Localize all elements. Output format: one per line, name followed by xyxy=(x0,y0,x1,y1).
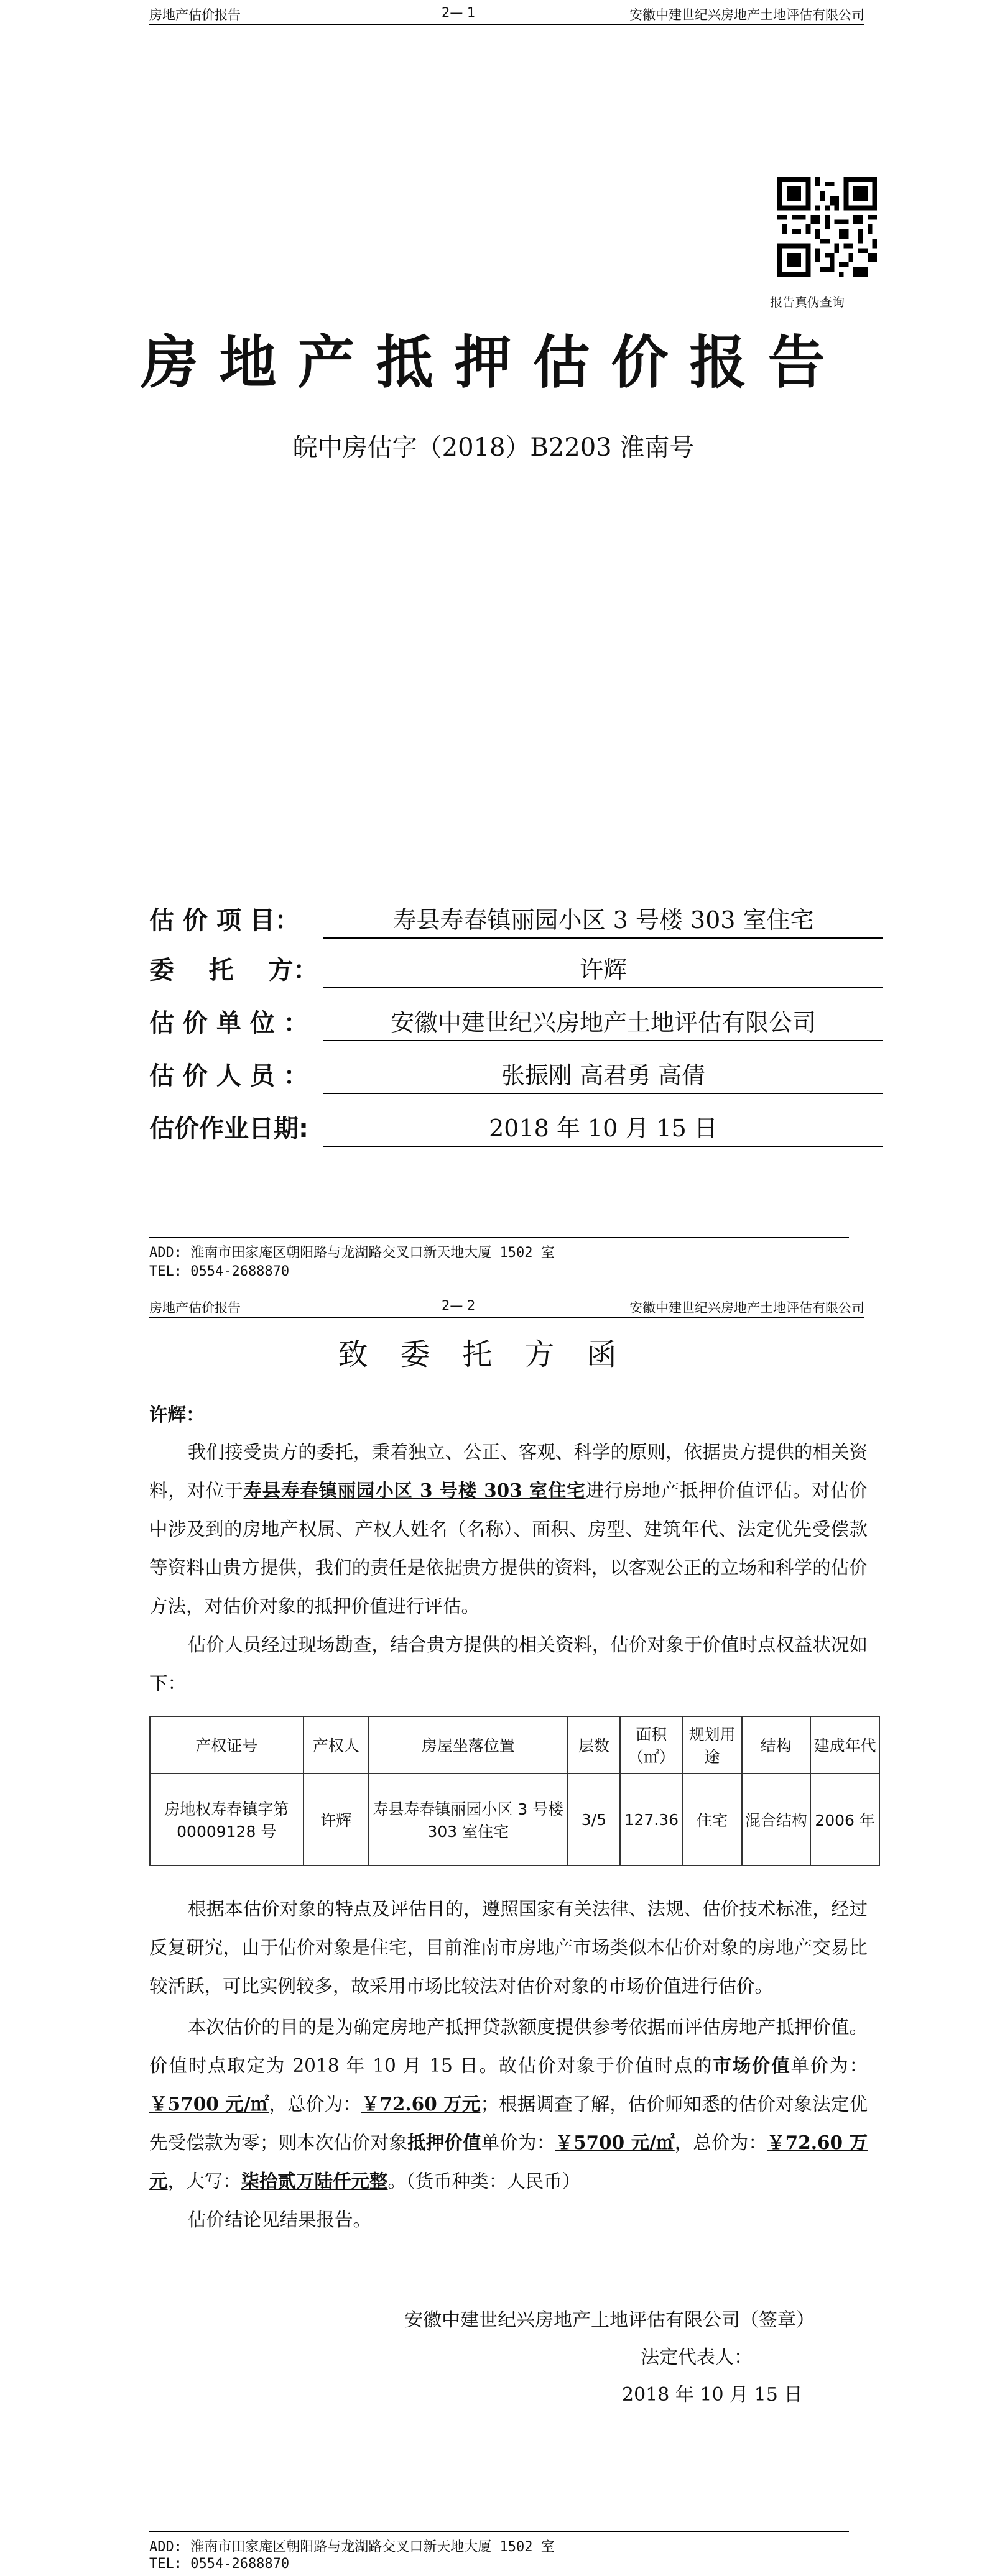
table-cell: 许辉 xyxy=(304,1773,369,1865)
field-project-value: 寿县寿春镇丽园小区 3 号楼 303 室住宅 xyxy=(323,901,883,939)
p1-text-c: 进行房地产抵押价值评估。对估价中涉及到的房地产权属、产权人姓名（名称）、面积、房型、建筑年代、法定优先受偿款等资料由贵方提供，我们的责任是依据贵方提供的资料，以客观公正的立场和科学的估价方法，对估价对象的抵押价值进行评估。 xyxy=(149,1480,868,1617)
header-left: 房地产估价报告 xyxy=(149,7,241,22)
table-cell: 房地权寿春镇字第00009128 号 xyxy=(150,1773,304,1865)
field-appraisers xyxy=(149,1057,883,1094)
p1-property-address: 寿县寿春镇丽园小区 3 号楼 303 室住宅 xyxy=(243,1479,586,1501)
col-header: 产权证号 xyxy=(150,1716,304,1773)
table-cell: 寿县寿春镇丽园小区 3 号楼 303 室住宅 xyxy=(369,1773,568,1865)
page2-footer-tel: TEL: 0554-2688870 xyxy=(149,2556,290,2572)
table-row xyxy=(150,1773,879,1865)
p4-amount-in-words: 柒拾贰万陆仟元整 xyxy=(241,2170,388,2192)
field-client-value: 许辉 xyxy=(323,950,883,988)
signature-legal-rep: 法定代表人： xyxy=(641,2347,753,2368)
field-project xyxy=(149,901,883,939)
table-cell: 3/5 xyxy=(568,1773,621,1865)
field-unit-label: 估 价 单 位 ： xyxy=(149,1009,308,1037)
page1-footer-tel: TEL: 0554-2688870 xyxy=(149,1264,290,1279)
field-date xyxy=(149,1110,883,1147)
p1-text-a: 我们接受贵方的委托，秉着独立、公正、客观、科学的原则，依据贵方提供的相关资料，对位于 xyxy=(149,1442,868,1501)
paragraph-2: 估价人员经过现场勘查，结合贵方提供的相关资料，估价对象于价值时点权益状况如下： xyxy=(149,1634,868,1694)
header-left: 房地产估价报告 xyxy=(149,1300,241,1315)
field-date-value: 2018 年 10 月 15 日 xyxy=(323,1109,883,1147)
p4-text: ；根据调查了解，估价师知悉的估价对象法定优先受偿款为零；则本次估价对象 xyxy=(149,2094,868,2153)
col-header: 层数 xyxy=(568,1716,621,1773)
field-appraisers-label: 估 价 人 员 ： xyxy=(149,1062,308,1090)
paragraph-5: 估价结论见结果报告。 xyxy=(188,2209,372,2230)
field-appraisers-value: 张振刚 高君勇 高倩 xyxy=(323,1056,883,1094)
salutation: 许辉： xyxy=(149,1404,205,1425)
p4-text: ，总价为： xyxy=(674,2132,767,2153)
col-header: 规划用途 xyxy=(682,1716,741,1773)
property-table xyxy=(149,1716,880,1866)
page2-footer-divider xyxy=(149,2531,849,2532)
report-title: 房地产抵押估价报告 xyxy=(141,329,846,396)
page1-footer-divider xyxy=(149,1237,849,1238)
paragraph-3: 根据本估价对象的特点及评估目的，遵照国家有关法律、法规、估价技术标准，经过反复研究，由于估价对象是住宅，目前淮南市房地产市场类似本估价对象的房地产交易比较活跃，可比实例较多，故采用市场比较法对估价对象的市场价值进行估价。 xyxy=(149,1898,868,1997)
col-header: 房屋坐落位置 xyxy=(369,1716,568,1773)
p4-text: 。（货币种类：人民币） xyxy=(387,2171,581,2192)
header-company: 安徽中建世纪兴房地产土地评估有限公司 xyxy=(629,1300,864,1315)
page1-footer-address: ADD: 淮南市田家庵区朝阳路与龙湖路交叉口新天地大厦 1502 室 xyxy=(149,1245,555,1261)
table-cell: 127.36 xyxy=(620,1773,682,1865)
header-company: 安徽中建世纪兴房地产土地评估有限公司 xyxy=(629,7,864,22)
page2-footer-address: ADD: 淮南市田家庵区朝阳路与龙湖路交叉口新天地大厦 1502 室 xyxy=(149,2539,555,2555)
p4-text: ，总价为： xyxy=(269,2094,361,2115)
p4-market-value-label: 市场价值 xyxy=(713,2054,791,2076)
field-date-label: 估价作业日期: xyxy=(149,1115,308,1143)
header-page-number: 2— 2 xyxy=(442,1298,476,1313)
p4-market-unit-price: ￥5700 元/㎡ xyxy=(149,2093,269,2115)
table-cell: 2006 年 xyxy=(810,1773,879,1865)
qr-label: 报告真伪查询 xyxy=(770,295,845,310)
field-project-label: 估 价 项 目： xyxy=(149,906,300,935)
qr-code-icon[interactable] xyxy=(777,177,877,277)
field-client-label: 委 托 方： xyxy=(149,956,318,985)
col-header: 建成年代 xyxy=(810,1716,879,1773)
col-header: 结构 xyxy=(742,1716,811,1773)
header-page-number: 2— 1 xyxy=(442,5,476,20)
p4-text: 单价为： xyxy=(790,2055,868,2076)
p4-text: 本次估价的目的是为确定房地产抵押贷款额度提供参考依据而评估房地产抵押价值。价值时点取定为 2018 年 10 月 15 日。故估价对象于价值时点的 xyxy=(149,2017,868,2076)
col-header: 产权人 xyxy=(304,1716,369,1773)
report-number: 皖中房估字（2018）B2203 淮南号 xyxy=(292,433,695,462)
col-header: 面积（㎡） xyxy=(620,1716,682,1773)
paragraph-4 xyxy=(149,2008,868,2201)
p4-market-total-price: ￥72.60 万元 xyxy=(361,2093,481,2115)
signature-company: 安徽中建世纪兴房地产土地评估有限公司（签章） xyxy=(404,2309,815,2331)
p4-mortgage-unit-price: ￥5700 元/㎡ xyxy=(555,2132,675,2153)
field-unit xyxy=(149,1004,883,1041)
p4-text: 单价为： xyxy=(481,2132,555,2153)
table-cell: 住宅 xyxy=(682,1773,741,1865)
letter-title: 致委托方函 xyxy=(338,1337,649,1372)
table-header-row xyxy=(150,1716,879,1773)
p4-mortgage-value-label: 抵押价值 xyxy=(407,2132,481,2153)
p4-text: ，大写： xyxy=(167,2171,241,2192)
signature-date: 2018 年 10 月 15 日 xyxy=(622,2384,803,2406)
page2-header xyxy=(149,1298,864,1318)
p4-mortgage-total-price: ￥72.60 万元 xyxy=(149,2132,868,2192)
paragraph-1 xyxy=(149,1433,868,1626)
field-client xyxy=(149,951,883,988)
page1-header xyxy=(149,5,864,25)
field-unit-value: 安徽中建世纪兴房地产土地评估有限公司 xyxy=(323,1003,883,1041)
table-cell: 混合结构 xyxy=(742,1773,811,1865)
